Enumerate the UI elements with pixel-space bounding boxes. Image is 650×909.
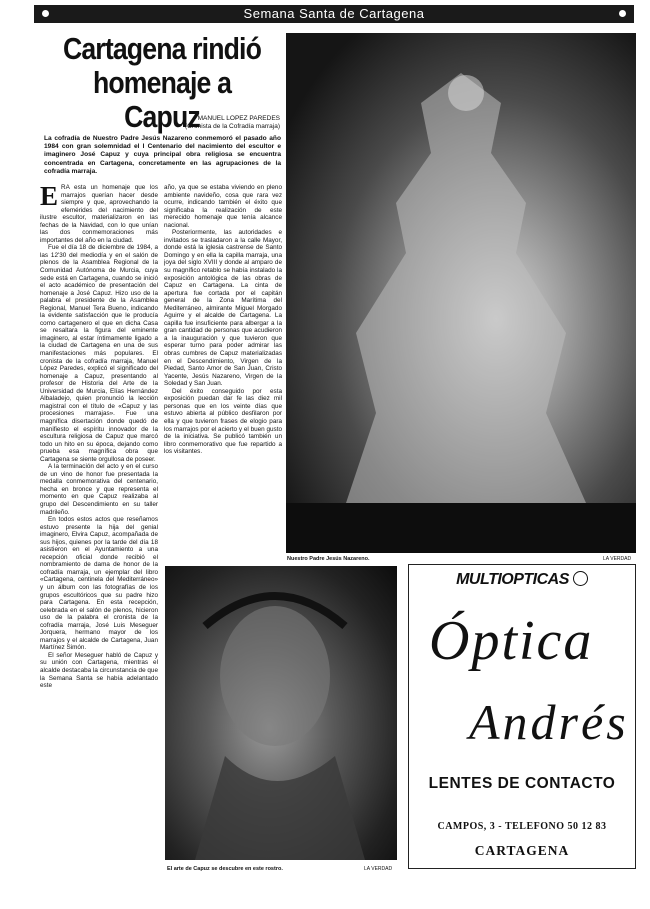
article-headline: Cartagena rindió homenaje a Capuz [62, 31, 262, 134]
article-lead: La cofradía de Nuestro Padre Jesús Nazareno conmemoró el pasado año 1984 con gran solemnidad el I Centenario del nacimiento del escultor e imaginero José Capuz y cuya principal obra religiosa se encuentra concentrada en Cartagena, concretamente en las agrupaciones de la cofradía marraja. [44, 135, 281, 175]
paragraph: Del éxito conseguido por esta exposición puedan dar fe las diez mil personas que en los veinte días que estuvo abierta al público desfilaron por ella y que tuvieron frases de elogio para los marrajos por el acierto y el buen gusto de la iniciativa. Se publicó también un libro conmemorativo que fue repartido a los visitantes. [164, 387, 282, 456]
paragraph: En todos estos actos que reseñamos estuvo presente la hija del genial imaginero, Elvira Capuz, acompañada de sus hijos, quienes por la tarde del día 18 asistieron en el Ayuntamiento a una recepción oficial donde recibió el nombramiento de dama de honor de la cofradía marraja, un ejemplar del libro «Cartagena, centinela del Mediterráneo» y un álbum con las fotografías de los grupos escultóricos que su padre hizo para Cartagena. En esta recepción, celebrada en el salón de plenos, hicieron uso de la palabra el cronista de la cofradía marraja, José Luis Meseguer Jorquera, hermano mayor de los marrajos y el alcalde de Cartagena, Juan Martínez Simón. [40, 516, 158, 652]
byline-name: MANUEL LOPEZ PAREDES [197, 115, 280, 122]
main-photo-caption: Nuestro Padre Jesús Nazareno. [287, 556, 370, 562]
paragraph: El señor Meseguer habló de Capuz y su unión con Cartagena, mientras el alcalde destacaba la circunstancia de que la Semana Santa se había adelantado este [40, 651, 158, 690]
main-photo-credit: LA VERDAD [603, 556, 632, 562]
portrait-credit: LA VERDAD [364, 866, 393, 872]
ad-script-andres: Andrés [469, 694, 629, 750]
ad-tagline: LENTES DE CONTACTO [428, 775, 616, 792]
ad-city: CARTAGENA [474, 843, 570, 858]
bullet-icon [619, 10, 626, 17]
drop-cap: E [40, 184, 59, 211]
byline [120, 115, 280, 131]
section-title: Semana Santa de Cartagena [243, 6, 425, 21]
ad-address: CAMPOS, 3 - TELEFONO 50 12 83 [437, 821, 607, 832]
ad-script-optica: Óptica [429, 610, 594, 672]
eye-logo-icon [573, 571, 588, 586]
ad-brand [409, 571, 635, 589]
portrait-caption: El arte de Capuz se descubre en este rostro. [167, 866, 283, 872]
section-header-bar [34, 5, 634, 23]
article-column-2 [164, 184, 282, 564]
paragraph: A la terminación del acto y en el curso de un vino de honor fue presentada la medalla conmemorativa del centenario, hecha en bronce y que representa el momento en que Capuz realizaba al grupo del Descendimiento en su taller madrileño. [40, 463, 158, 516]
photo-illustration [286, 33, 636, 553]
main-photo [286, 33, 636, 553]
portrait-photo [165, 566, 397, 860]
optician-advertisement [408, 564, 636, 869]
ad-brand-name: MULTIOPTICAS [456, 571, 569, 588]
paragraph: Posteriormente, las autoridades e invitados se trasladaron a la calle Mayor, donde está la iglesia castrense de Santo Domingo y en ella la capilla marraja, una joya del siglo XVIII y donde al amparo de su magnífico retablo se había instalado la exposición antológica de las obras de Capuz en Cartagena. La cinta de apertura fue cortada por el capitán general de la Zona Marítima del Mediterráneo, almirante Miguel Morgado Aguirre y el alcalde de Cartagena. La capilla fue insuficiente para albergar a la gran cantidad de personas que acudieron a la inauguración y que tuvieron que esperar turno para poder admirar las obras cumbres de Capuz materializadas en el Descendimiento, Virgen de la Piedad, Santo Amor de San Juan, Cristo Yacente, Jesús Nazareno, Virgen de la Soledad y San Juan. [164, 229, 282, 388]
article-column-1 [40, 184, 158, 899]
photo-illustration [165, 566, 397, 860]
paragraph: Fue el día 18 de diciembre de 1984, a las 12'30 del mediodía y en el salón de plenos de la Asamblea Regional de la Comunidad Autónoma de Murcia, cuya sede está en Cartagena, cuando se inició el acto académico de presentación del homenaje a José Capuz. Hizo uso de la palabra el presidente de la Asamblea Regional, Manuel Tera Bueno, indicando la evidente satisfacción que le producía como cartagenero el que en dicha Casa se resaltara la figura del eminente imaginero, al estar íntimamente ligado a la ciudad de Cartagena en una de sus manifestaciones más populares. El cronista de la cofradía marraja, Manuel López Paredes, explicó el significado del homenaje a Capuz, presentando al profesor de Historia del Arte de la Universidad de Murcia, Elías Hernández Albaladejo, quien pronunció la lección magistral con el título de «Capuz y las procesiones marrajas». Fue una magnífica disertación donde quedó de manifiesto el espíritu innovador de la escultura religiosa de Capuz que marcó todo un hito en su época, dejando como prueba esa magnífica obra que Cartagena se siente orgullosa de poseer. [40, 244, 158, 463]
paragraph: año, ya que se estaba viviendo en pleno ambiente navideño, cosa que rara vez ocurre, indicando también el éxito que significaba la realización de este merecido homenaje que tenía alcance nacional. [164, 184, 282, 229]
byline-role: (Cronista de la Cofradía marraja) [184, 123, 280, 130]
paragraph: RA esta un homenaje que los marrajos querían hacer desde siempre y que, aprovechando la efemérides del nacimiento del ilustre escultor, materializaron en las fechas de la Navidad, con lo que unían las dos conmemoraciones más importantes del año en la ciudad. [40, 184, 158, 244]
